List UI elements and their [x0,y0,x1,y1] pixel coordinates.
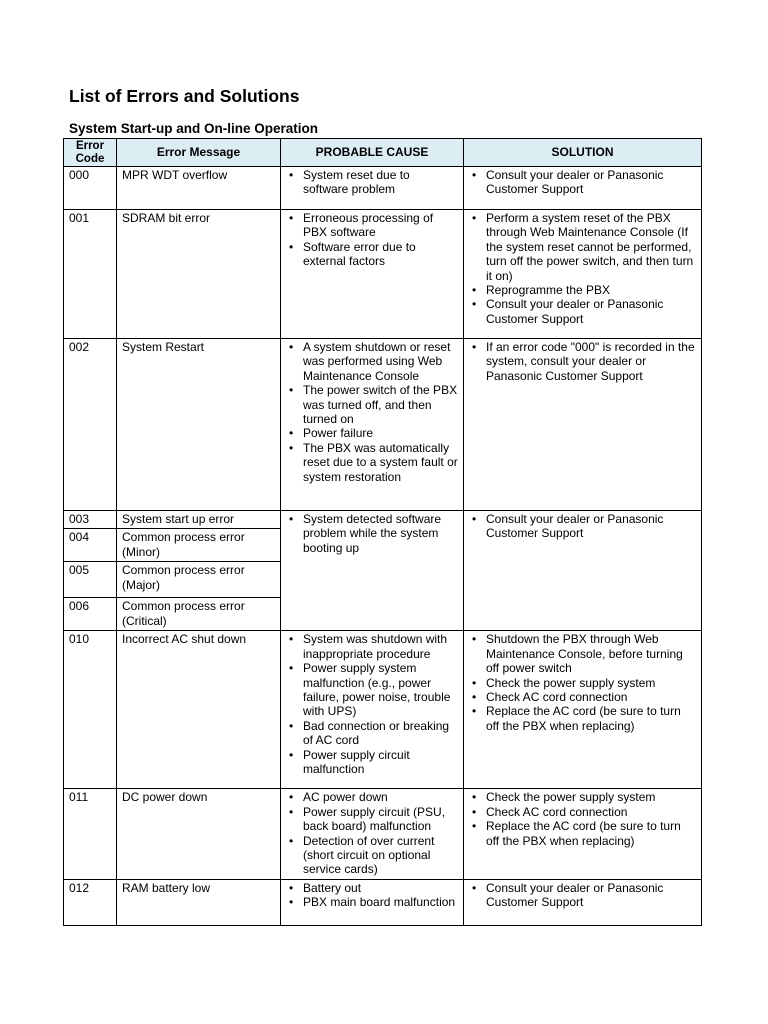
list-item: • Erroneous processing of PBX software [286,211,458,240]
page-title: List of Errors and Solutions [69,86,300,106]
section-title: System Start-up and On-line Operation [69,121,319,136]
error-code: 012 [64,879,117,925]
error-code: 011 [64,789,117,879]
probable-cause [281,167,464,210]
error-message: System start up error [117,511,281,529]
list-item: • Reprogramme the PBX [469,283,696,297]
solution [464,210,702,339]
table-row [64,789,702,879]
list-item: • Detection of over current (short circuit on optional service cards) [286,834,458,877]
header-error-message: Error Message [117,139,281,167]
list-item: • Replace the AC cord (be sure to turn off the PBX when replacing) [469,704,696,733]
list-item: • Power supply circuit (PSU, back board) malfunction [286,805,458,834]
solution [464,631,702,789]
list-item: • Consult your dealer or Panasonic Customer Support [469,512,696,541]
list-item: • Check the power supply system [469,676,696,690]
error-code: 002 [64,339,117,511]
solution [464,511,702,631]
solution [464,167,702,210]
probable-cause [281,789,464,879]
probable-cause [281,631,464,789]
list-item: • Replace the AC cord (be sure to turn off the PBX when replacing) [469,819,696,848]
list-item: • Check AC cord connection [469,805,696,819]
error-code: 010 [64,631,117,789]
list-item: • Bad connection or breaking of AC cord [286,719,458,748]
error-code: 000 [64,167,117,210]
error-code: 003 [64,511,117,529]
error-message: System Restart [117,339,281,511]
list-item: • Consult your dealer or Panasonic Customer Support [469,881,696,910]
list-item: • If an error code "000" is recorded in the system, consult your dealer or Panasonic Customer Support [469,340,696,383]
probable-cause [281,210,464,339]
error-message: Incorrect AC shut down [117,631,281,789]
header-solution: SOLUTION [464,139,702,167]
errors-table [63,138,702,926]
error-message: RAM battery low [117,879,281,925]
probable-cause [281,339,464,511]
table-row [64,511,702,529]
error-code: 001 [64,210,117,339]
error-code: 004 [64,529,117,562]
probable-cause [281,511,464,631]
list-item: • A system shutdown or reset was performed using Web Maintenance Console [286,340,458,383]
header-probable-cause: PROBABLE CAUSE [281,139,464,167]
table-header-row [64,139,702,167]
table-row [64,631,702,789]
list-item: • Perform a system reset of the PBX through Web Maintenance Console (If the system reset cannot be performed, turn off the power switch, and then turn it on) [469,211,696,283]
list-item: • Consult your dealer or Panasonic Customer Support [469,168,696,197]
solution [464,789,702,879]
error-message: Common process error (Major) [117,562,281,598]
error-message: DC power down [117,789,281,879]
error-message: Common process error (Critical) [117,598,281,631]
error-code: 006 [64,598,117,631]
error-message: SDRAM bit error [117,210,281,339]
list-item: • The PBX was automatically reset due to a system fault or system restoration [286,441,458,484]
list-item: • Consult your dealer or Panasonic Customer Support [469,297,696,326]
list-item: • Battery out [286,881,458,895]
solution [464,879,702,925]
solution [464,339,702,511]
probable-cause [281,879,464,925]
list-item: • Power failure [286,426,458,440]
table-row [64,167,702,210]
table-row [64,339,702,511]
error-message: Common process error (Minor) [117,529,281,562]
list-item: • System detected software problem while the system booting up [286,512,458,555]
list-item: • Power supply system malfunction (e.g., power failure, power noise, trouble with UPS) [286,661,458,719]
table-row [64,879,702,925]
table-row [64,210,702,339]
list-item: • System was shutdown with inappropriate procedure [286,632,458,661]
list-item: • Power supply circuit malfunction [286,748,458,777]
list-item: • AC power down [286,790,458,804]
list-item: • The power switch of the PBX was turned off, and then turned on [286,383,458,426]
list-item: • PBX main board malfunction [286,895,458,909]
list-item: • Software error due to external factors [286,240,458,269]
header-error-code: Error Code [64,139,117,167]
error-message: MPR WDT overflow [117,167,281,210]
list-item: • Check AC cord connection [469,690,696,704]
list-item: • Shutdown the PBX through Web Maintenance Console, before turning off power switch [469,632,696,675]
error-code: 005 [64,562,117,598]
list-item: • System reset due to software problem [286,168,458,197]
list-item: • Check the power supply system [469,790,696,804]
